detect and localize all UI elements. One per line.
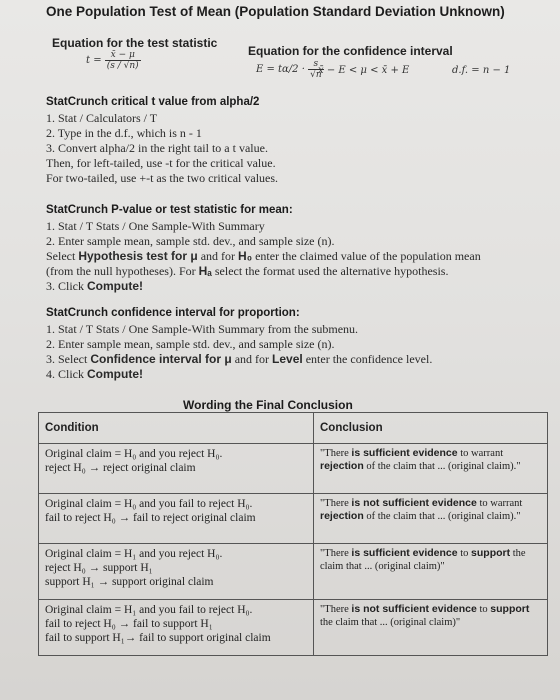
conclusion-key-phrase: support xyxy=(490,603,530,615)
pvalue-step-5-b: Compute! xyxy=(87,279,143,293)
pvalue-step-3-c: and for xyxy=(197,249,239,263)
conclusion-text: "There xyxy=(320,448,352,459)
conclusion-text: the claim that ... (original claim)" xyxy=(320,548,526,572)
ci-step-3-e: enter the confidence level. xyxy=(302,352,433,366)
ci-step-4-a: 4. Click xyxy=(46,367,87,381)
conclusion-text: "There xyxy=(320,498,352,509)
conclusion-cell xyxy=(314,494,548,544)
ci-step-3-a: 3. Select xyxy=(46,352,91,366)
conclusion-table-title: Wording the Final Conclusion xyxy=(183,398,353,412)
critical-step-5: For two-tailed, use +-t as the two critical values. xyxy=(46,171,279,185)
condition-line: Original claim = H₀ and you reject H₀. xyxy=(45,448,223,460)
conclusion-text: to xyxy=(476,604,491,615)
test-statistic-lhs: t = xyxy=(86,55,102,66)
ci-step-3-d: Level xyxy=(272,352,303,366)
condition-cell xyxy=(39,494,314,544)
table-row xyxy=(39,600,548,656)
conclusion-text: the claim that ... (original claim)" xyxy=(320,617,461,628)
critical-step-1: 1. Stat / Calculators / T xyxy=(46,111,158,125)
interval-formula: x̄ − E < μ < x̄ + E xyxy=(318,65,410,76)
table-row xyxy=(39,444,548,494)
conclusion-text: of the claim that ... (original claim)." xyxy=(363,461,521,472)
conclusion-text: "There xyxy=(320,604,352,615)
conclusion-text: of the claim that ... (original claim)." xyxy=(363,511,521,522)
condition-line: reject H₀ → support H₁ xyxy=(45,562,153,574)
condition-line: fail to support H₁→ fail to support original claim xyxy=(45,632,271,644)
confidence-interval-heading: Equation for the confidence interval xyxy=(248,44,453,58)
degrees-of-freedom-formula: d.f. = n − 1 xyxy=(452,65,511,76)
condition-line: fail to reject H₀ → fail to reject original claim xyxy=(45,512,256,524)
test-statistic-formula xyxy=(86,50,141,71)
pvalue-step-4-c: select the format used the alternative hypothesis. xyxy=(211,264,449,278)
conclusion-cell xyxy=(314,544,548,600)
pvalue-step-4-a: (from the null hypotheses). For xyxy=(46,264,199,278)
pvalue-step-3-b: Hypothesis test for μ xyxy=(78,249,198,263)
conclusion-key-phrase: support xyxy=(471,547,511,559)
conclusion-key-phrase: is not sufficient evidence xyxy=(351,603,477,615)
condition-column-header: Condition xyxy=(39,413,314,444)
conclusion-key-phrase: rejection xyxy=(320,510,364,522)
test-statistic-fraction xyxy=(105,50,141,71)
condition-line: Original claim = H₀ and you fail to reject H₀. xyxy=(45,498,253,510)
condition-cell xyxy=(39,600,314,656)
ci-step-2: 2. Enter sample mean, sample std. dev., and sample size (n). xyxy=(46,337,335,351)
margin-of-error-formula xyxy=(256,59,324,80)
critical-step-2: 2. Type in the d.f., which is n - 1 xyxy=(46,126,202,140)
conclusion-table xyxy=(38,412,548,656)
conclusion-key-phrase: is not sufficient evidence xyxy=(351,497,477,509)
page-title: One Population Test of Mean (Population Standard Deviation Unknown) xyxy=(46,4,505,19)
critical-step-3: 3. Convert alpha/2 in the right tail to a t value. xyxy=(46,141,268,155)
test-statistic-heading: Equation for the test statistic xyxy=(52,36,218,50)
pvalue-step-5 xyxy=(46,279,143,294)
pvalue-step-2: 2. Enter sample mean, sample std. dev., and sample size (n). xyxy=(46,234,335,248)
condition-cell xyxy=(39,444,314,494)
conclusion-column-header: Conclusion xyxy=(314,413,548,444)
condition-line: support H₁ → support original claim xyxy=(45,576,214,588)
margin-of-error-lhs: E = tα/2 · xyxy=(256,64,305,75)
conclusion-cell xyxy=(314,444,548,494)
pvalue-step-4 xyxy=(46,264,448,279)
pvalue-step-3-e: enter the claimed value of the population mean xyxy=(252,249,481,263)
condition-cell xyxy=(39,544,314,600)
test-statistic-numerator: x̄ − μ xyxy=(105,50,141,61)
pvalue-step-1: 1. Stat / T Stats / One Sample-With Summary xyxy=(46,219,265,233)
critical-step-4: Then, for left-tailed, use -t for the critical value. xyxy=(46,156,276,170)
table-row xyxy=(39,494,548,544)
ci-step-3 xyxy=(46,352,432,367)
ci-step-4-b: Compute! xyxy=(87,367,143,381)
table-header-row xyxy=(39,413,548,444)
pvalue-step-3-d: H₀ xyxy=(238,249,253,263)
margin-of-error-numerator: s xyxy=(308,59,324,70)
conclusion-key-phrase: is sufficient evidence xyxy=(351,447,458,459)
condition-line: Original claim = H₁ and you reject H₀. xyxy=(45,548,223,560)
condition-line: Original claim = H₁ and you fail to reject H₀. xyxy=(45,604,253,616)
pvalue-step-3-a: Select xyxy=(46,249,79,263)
table-row xyxy=(39,544,548,600)
margin-of-error-denominator: √n xyxy=(310,70,322,80)
pvalue-heading: StatCrunch P-value or test statistic for mean: xyxy=(46,204,293,216)
pvalue-step-4-b: Hₐ xyxy=(198,264,212,278)
ci-heading: StatCrunch confidence interval for proportion: xyxy=(46,307,300,319)
conclusion-key-phrase: is sufficient evidence xyxy=(351,547,458,559)
conclusion-text: to warrant xyxy=(457,448,504,459)
ci-step-3-b: Confidence interval for μ xyxy=(90,352,232,366)
pvalue-step-5-a: 3. Click xyxy=(46,279,87,293)
ci-step-1: 1. Stat / T Stats / One Sample-With Summary from the submenu. xyxy=(46,322,359,336)
conclusion-text: to warrant xyxy=(476,498,523,509)
conclusion-text: to xyxy=(457,548,472,559)
ci-step-3-c: and for xyxy=(231,352,273,366)
pvalue-step-3 xyxy=(46,249,481,264)
condition-line: fail to reject H₀ → fail to support H₁ xyxy=(45,618,213,630)
test-statistic-denominator: (s / √n) xyxy=(106,61,139,71)
conclusion-cell xyxy=(314,600,548,656)
conclusion-key-phrase: rejection xyxy=(320,460,364,472)
critical-value-heading: StatCrunch critical t value from alpha/2 xyxy=(46,96,260,108)
conclusion-text: "There xyxy=(320,548,352,559)
condition-line: reject H₀ → reject original claim xyxy=(45,462,196,474)
ci-step-4 xyxy=(46,367,143,382)
